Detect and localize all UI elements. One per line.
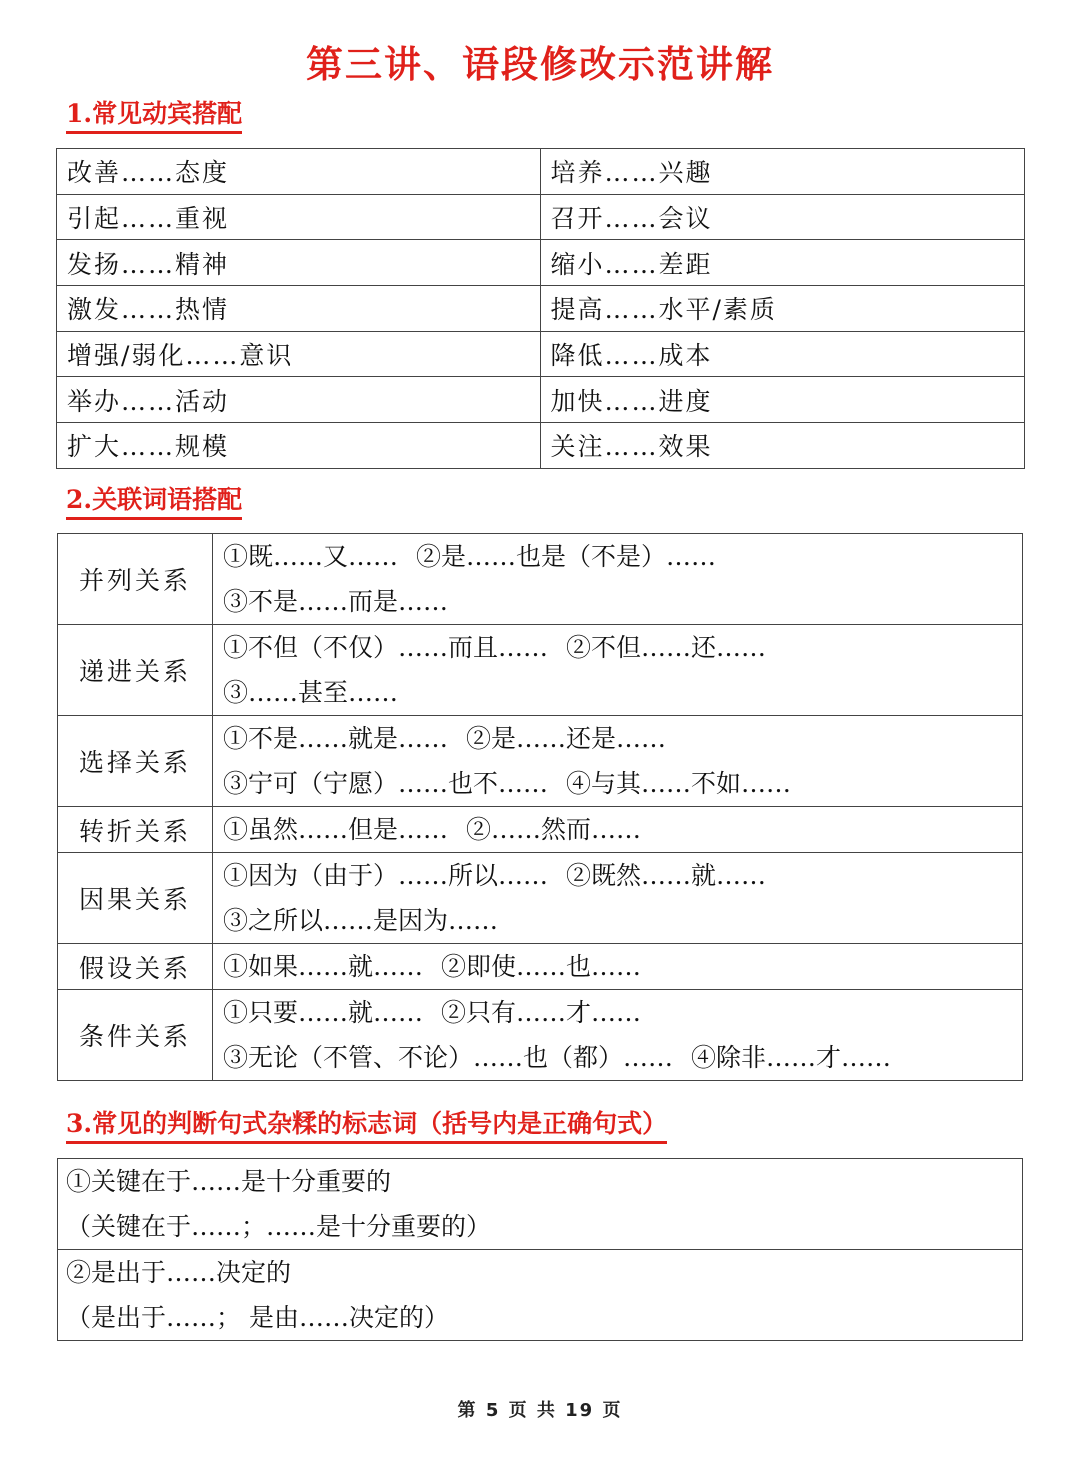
relation-category: 并列关系 bbox=[58, 534, 213, 625]
collocation-cell: 培养……兴趣 bbox=[540, 149, 1025, 195]
table-row bbox=[57, 194, 1025, 240]
conjunction-line bbox=[223, 990, 1022, 1035]
collocation-cell: 加快……进度 bbox=[540, 377, 1025, 423]
conjunction-pair: ③不是……而是…… bbox=[223, 587, 449, 616]
table-row bbox=[58, 625, 1023, 716]
conjunction-line bbox=[223, 579, 1022, 624]
table-row bbox=[57, 149, 1025, 195]
table-row bbox=[58, 1250, 1023, 1341]
conjunction-list bbox=[213, 944, 1023, 990]
conjunction-line bbox=[223, 625, 1022, 670]
table-row bbox=[58, 944, 1023, 990]
collocation-cell: 扩大……规模 bbox=[57, 423, 541, 469]
table-row bbox=[58, 807, 1023, 853]
conjunction-pair: ②即使……也…… bbox=[441, 952, 642, 981]
conjunction-list bbox=[213, 625, 1023, 716]
conjunction-pair: ③……甚至…… bbox=[223, 678, 399, 707]
collocation-cell: 降低……成本 bbox=[540, 331, 1025, 377]
conjunction-pair: ②……然而…… bbox=[466, 815, 642, 844]
collocation-cell: 改善……态度 bbox=[57, 149, 541, 195]
correct-sentence: （关键在于……；……是十分重要的） bbox=[66, 1212, 492, 1241]
section-heading-3: 3.常见的判断句式杂糅的标志词（括号内是正确句式） bbox=[66, 1108, 667, 1144]
conjunction-pair: ①虽然……但是…… bbox=[223, 815, 449, 844]
table-row bbox=[57, 286, 1025, 332]
conjunction-table bbox=[57, 533, 1023, 1081]
conjunction-pair: ②只有……才…… bbox=[441, 998, 642, 1027]
conjunction-pair: ①不但（不仅）……而且…… bbox=[223, 633, 549, 662]
table-row bbox=[57, 240, 1025, 286]
collocation-cell: 引起……重视 bbox=[57, 194, 541, 240]
table-row bbox=[58, 534, 1023, 625]
conjunction-line bbox=[223, 761, 1022, 806]
conjunction-pair: ①如果……就…… bbox=[223, 952, 424, 981]
conjunction-pair: ①因为（由于）……所以…… bbox=[223, 861, 549, 890]
collocation-cell: 召开……会议 bbox=[540, 194, 1025, 240]
conjunction-line bbox=[223, 853, 1022, 898]
conjunction-list bbox=[213, 534, 1023, 625]
collocation-cell: 激发……热情 bbox=[57, 286, 541, 332]
relation-category: 条件关系 bbox=[58, 990, 213, 1081]
section-heading-1: 1.常见动宾搭配 bbox=[66, 98, 242, 134]
conjunction-pair: ①只要……就…… bbox=[223, 998, 424, 1027]
page-footer: 第 5 页 共 19 页 bbox=[457, 1400, 623, 1421]
section-heading-2: 2.关联词语搭配 bbox=[66, 484, 242, 520]
relation-category: 递进关系 bbox=[58, 625, 213, 716]
conjunction-list bbox=[213, 853, 1023, 944]
collocation-cell: 举办……活动 bbox=[57, 377, 541, 423]
correct-sentence: （是出于……； 是由……决定的） bbox=[66, 1303, 449, 1332]
conjunction-pair: ②是……还是…… bbox=[466, 724, 667, 753]
conjunction-line bbox=[223, 670, 1022, 715]
table-row bbox=[57, 377, 1025, 423]
conjunction-pair: ④与其……不如…… bbox=[566, 769, 792, 798]
relation-category: 因果关系 bbox=[58, 853, 213, 944]
table-row bbox=[57, 331, 1025, 377]
conjunction-line bbox=[223, 534, 1022, 579]
conjunction-pair: ②不但……还…… bbox=[566, 633, 767, 662]
conjunction-pair: ③宁可（宁愿）……也不…… bbox=[223, 769, 549, 798]
wrong-sentence: ②是出于……决定的 bbox=[66, 1258, 292, 1287]
conjunction-pair: ①不是……就是…… bbox=[223, 724, 449, 753]
conjunction-pair: ③无论（不管、不论）……也（都）…… bbox=[223, 1043, 674, 1072]
collocation-cell: 关注……效果 bbox=[540, 423, 1025, 469]
conjunction-line bbox=[223, 807, 1022, 852]
table-row bbox=[58, 716, 1023, 807]
table-row bbox=[57, 423, 1025, 469]
wrong-sentence: ①关键在于……是十分重要的 bbox=[66, 1167, 392, 1196]
page-title: 第三讲、语段修改示范讲解 bbox=[306, 42, 774, 86]
conjunction-pair: ②既然……就…… bbox=[566, 861, 767, 890]
collocation-cell: 提高……水平/素质 bbox=[540, 286, 1025, 332]
conjunction-line bbox=[223, 898, 1022, 943]
conjunction-pair: ④除非……才…… bbox=[691, 1043, 892, 1072]
relation-category: 选择关系 bbox=[58, 716, 213, 807]
judgment-sentence-table bbox=[57, 1158, 1023, 1341]
conjunction-line bbox=[223, 1035, 1022, 1080]
collocation-cell: 增强/弱化……意识 bbox=[57, 331, 541, 377]
table-row bbox=[58, 1159, 1023, 1250]
conjunction-pair: ②是……也是（不是）…… bbox=[416, 542, 717, 571]
conjunction-list bbox=[213, 990, 1023, 1081]
table-row bbox=[58, 990, 1023, 1081]
verb-object-table bbox=[56, 148, 1025, 469]
relation-category: 转折关系 bbox=[58, 807, 213, 853]
conjunction-pair: ③之所以……是因为…… bbox=[223, 906, 499, 935]
collocation-cell: 缩小……差距 bbox=[540, 240, 1025, 286]
relation-category: 假设关系 bbox=[58, 944, 213, 990]
conjunction-list bbox=[213, 807, 1023, 853]
conjunction-line bbox=[223, 716, 1022, 761]
judgment-cell bbox=[58, 1159, 1023, 1250]
conjunction-line bbox=[223, 944, 1022, 989]
table-row bbox=[58, 853, 1023, 944]
conjunction-list bbox=[213, 716, 1023, 807]
conjunction-pair: ①既……又…… bbox=[223, 542, 399, 571]
judgment-cell bbox=[58, 1250, 1023, 1341]
collocation-cell: 发扬……精神 bbox=[57, 240, 541, 286]
